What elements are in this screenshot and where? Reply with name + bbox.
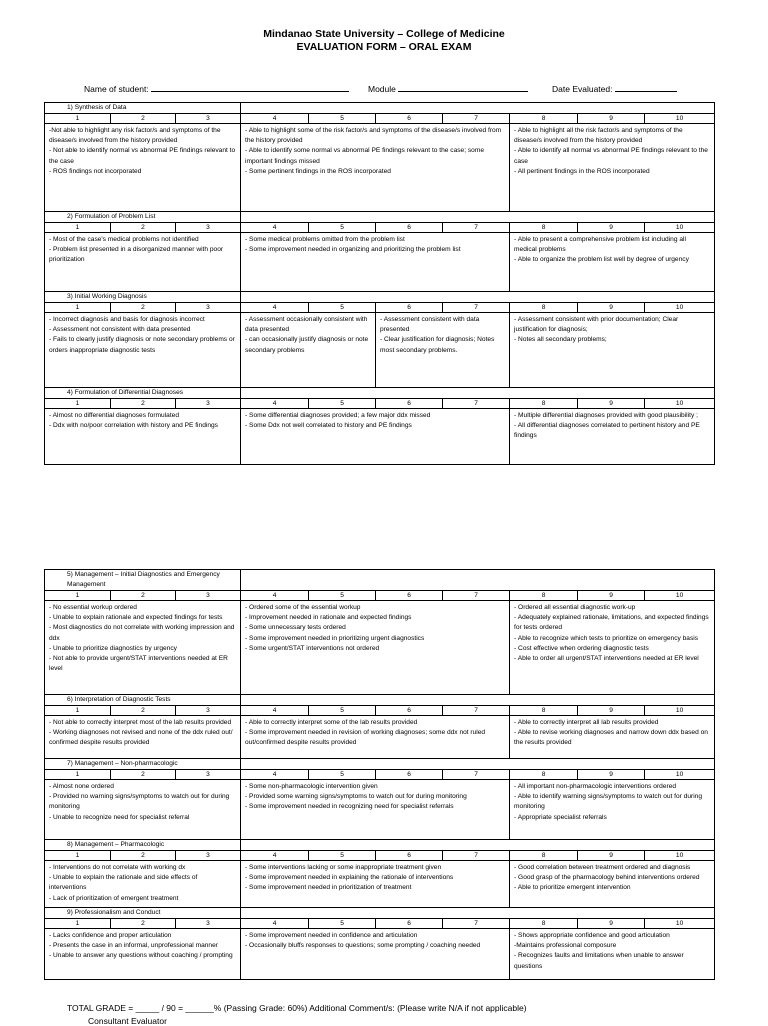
section-1-title: 1) Synthesis of Data bbox=[45, 103, 241, 114]
section-2-scale-row bbox=[45, 223, 715, 233]
criterion-text: - Able to present a comprehensive problem list including all medical problems bbox=[514, 236, 686, 254]
section-5-title-spacer bbox=[241, 570, 715, 591]
criterion-text: - Occasionally bluffs responses to questions; some prompting / coaching needed bbox=[245, 942, 481, 950]
score-option[interactable]: 1 bbox=[45, 770, 111, 780]
score-option[interactable]: 3 bbox=[176, 770, 241, 780]
section-2-title: 2) Formulation of Problem List bbox=[45, 212, 241, 223]
section-7-scale-row bbox=[45, 770, 715, 780]
score-option[interactable]: 9 bbox=[578, 591, 645, 601]
score-option[interactable]: 10 bbox=[645, 851, 715, 861]
score-option[interactable]: 2 bbox=[111, 223, 176, 233]
criterion-text: - Able to order all urgent/STAT interventions needed at ER level bbox=[514, 655, 699, 663]
score-option[interactable]: 6 bbox=[376, 223, 443, 233]
score-option[interactable]: 1 bbox=[45, 114, 111, 124]
criterion-text: - Some interventions lacking or some inappropriate treatment given bbox=[245, 864, 442, 871]
score-option[interactable]: 10 bbox=[645, 303, 715, 313]
score-option[interactable]: 2 bbox=[111, 770, 176, 780]
score-option[interactable]: 5 bbox=[309, 591, 376, 601]
section-2-title-spacer bbox=[241, 212, 715, 223]
section-6-mid-criteria bbox=[241, 716, 510, 759]
criterion-text: - Interventions do not correlate with working dx bbox=[49, 864, 186, 871]
criterion-text: - Most diagnostics do not correlate with working impression and ddx bbox=[49, 624, 235, 642]
section-2-low-criteria bbox=[45, 233, 241, 292]
criterion-text: - Some improvement needed in recognizing need for specialist referrals bbox=[245, 803, 454, 811]
form-header bbox=[0, 28, 768, 54]
section-9-mid-criteria bbox=[241, 929, 510, 980]
section-1-title-row bbox=[45, 103, 715, 114]
score-option[interactable]: 9 bbox=[578, 851, 645, 861]
criterion-text: - Shows appropriate confidence and good articulation bbox=[514, 932, 670, 939]
criterion-text: - Cost effective when ordering diagnostic tests bbox=[514, 644, 649, 652]
criterion-text: - Some improvement needed in prioritizing urgent diagnostics bbox=[245, 634, 425, 642]
criterion-text: - Ordered some of the essential workup bbox=[245, 604, 361, 611]
criterion-text: - Some unnecessary tests ordered bbox=[245, 624, 346, 632]
score-option[interactable]: 10 bbox=[645, 770, 715, 780]
score-option[interactable]: 3 bbox=[176, 303, 241, 313]
section-8-mid-criteria bbox=[241, 861, 510, 908]
score-option[interactable]: 10 bbox=[645, 399, 715, 409]
section-3-high-criteria bbox=[510, 313, 715, 388]
section-4-low-criteria bbox=[45, 409, 241, 465]
score-option[interactable]: 5 bbox=[309, 919, 376, 929]
section-7-low-criteria bbox=[45, 780, 241, 840]
section-8-criteria-row bbox=[45, 861, 715, 908]
section-1-mid-criteria bbox=[241, 124, 510, 212]
score-option[interactable]: 3 bbox=[176, 919, 241, 929]
criterion-text: - Almost no differential diagnoses formulated bbox=[49, 412, 179, 419]
score-option[interactable]: 9 bbox=[578, 399, 645, 409]
section-7-high-criteria bbox=[510, 780, 715, 840]
score-option[interactable]: 8 bbox=[510, 851, 578, 861]
section-6-title-row bbox=[45, 695, 715, 706]
section-2-criteria-row bbox=[45, 233, 715, 292]
score-option[interactable]: 5 bbox=[309, 770, 376, 780]
form-title: EVALUATION FORM – ORAL EXAM bbox=[296, 41, 472, 53]
score-option[interactable]: 6 bbox=[376, 114, 443, 124]
criterion-text: - Able to organize the problem list well by degree of urgency bbox=[514, 256, 689, 264]
criterion-text: - Assessment consistent with prior documentation; Clear justification for diagnosis; bbox=[514, 316, 679, 334]
criterion-text: - Provided no warning signs/symptoms to watch out for during monitoring bbox=[49, 793, 230, 811]
score-option[interactable]: 4 bbox=[241, 770, 309, 780]
section-1-scale-row bbox=[45, 114, 715, 124]
criterion-text: - Fails to clearly justify diagnosis or note secondary problems or orders inappropriate diagnostic tests bbox=[49, 336, 235, 354]
score-option[interactable]: 7 bbox=[443, 706, 510, 716]
score-option[interactable]: 4 bbox=[241, 706, 309, 716]
score-option[interactable]: 7 bbox=[443, 223, 510, 233]
section-7-criteria-row bbox=[45, 780, 715, 840]
section-1-criteria-row bbox=[45, 124, 715, 212]
score-option[interactable]: 9 bbox=[578, 303, 645, 313]
criterion-text: - Able to identify warning signs/symptoms to watch out for during monitoring bbox=[514, 793, 703, 811]
section-9-title-row bbox=[45, 908, 715, 919]
criterion-text: - Assessment not consistent with data presented bbox=[49, 326, 191, 334]
score-option[interactable]: 3 bbox=[176, 706, 241, 716]
date-field[interactable]: Date Evaluated: bbox=[552, 82, 677, 94]
score-option[interactable]: 10 bbox=[645, 919, 715, 929]
section-5-high-criteria bbox=[510, 601, 715, 695]
criterion-text: - ROS findings not incorporated bbox=[49, 167, 142, 175]
section-9-title: 9) Professionalism and Conduct bbox=[45, 908, 241, 919]
score-option[interactable]: 4 bbox=[241, 591, 309, 601]
score-option[interactable]: 9 bbox=[578, 919, 645, 929]
score-option[interactable]: 7 bbox=[443, 399, 510, 409]
criterion-text: - Not able to provide urgent/STAT interventions needed at ER level bbox=[49, 655, 228, 673]
criterion-text: - Unable to explain rationale and expected findings for tests bbox=[49, 614, 223, 622]
section-9-title-spacer bbox=[241, 908, 715, 919]
score-option[interactable]: 1 bbox=[45, 919, 111, 929]
section-4-mid-criteria bbox=[241, 409, 510, 465]
criterion-text: - Improvement needed in rationale and expected findings bbox=[245, 614, 412, 622]
criterion-text: - Assessment consistent with data presented bbox=[380, 316, 480, 334]
criterion-text: - Able to correctly interpret some of the lab results provided bbox=[245, 719, 418, 726]
criterion-text: - Incorrect diagnosis and basis for diagnosis incorrect bbox=[49, 316, 205, 323]
criterion-text: - Presents the case in an informal, unprofessional manner bbox=[49, 942, 218, 950]
criterion-text: - Some urgent/STAT interventions not ordered bbox=[245, 644, 380, 652]
score-option[interactable]: 5 bbox=[309, 706, 376, 716]
section-4-title: 4) Formulation of Differential Diagnoses bbox=[45, 388, 241, 399]
score-option[interactable]: 8 bbox=[510, 223, 578, 233]
criterion-text: - Some improvement needed in confidence and articulation bbox=[245, 932, 418, 939]
score-option[interactable]: 9 bbox=[578, 706, 645, 716]
score-option[interactable]: 8 bbox=[510, 114, 578, 124]
criterion-text: - Some Ddx not well correlated to history and PE findings bbox=[245, 422, 412, 430]
criterion-text: - Multiple differential diagnoses provided with good plausibility ; bbox=[514, 412, 698, 419]
section-6-low-criteria bbox=[45, 716, 241, 759]
section-1-title-spacer bbox=[241, 103, 715, 114]
section-3-mid-criteria-b bbox=[376, 313, 510, 388]
score-option[interactable]: 6 bbox=[376, 303, 443, 313]
section-5-scale-row bbox=[45, 591, 715, 601]
criterion-text: - Lacks confidence and proper articulation bbox=[49, 932, 172, 939]
score-option[interactable]: 9 bbox=[578, 114, 645, 124]
criterion-text: - Able to highlight some of the risk factor/s and symptoms of the disease/s involved from the history provided bbox=[245, 127, 502, 145]
total-grade-line: TOTAL GRADE = _____ / 90 = ______% (Passing Grade: 60%) Additional Comment/s: (Please write N/A if not applicable) bbox=[67, 1003, 527, 1013]
criterion-text: - Not able to identify normal vs abnormal PE findings relevant to the case bbox=[49, 147, 236, 165]
score-option[interactable]: 6 bbox=[376, 919, 443, 929]
section-2-high-criteria bbox=[510, 233, 715, 292]
score-option[interactable]: 3 bbox=[176, 399, 241, 409]
score-option[interactable]: 4 bbox=[241, 303, 309, 313]
student-name-field[interactable]: Name of student: bbox=[84, 82, 349, 94]
score-option[interactable]: 5 bbox=[309, 303, 376, 313]
criterion-text: - Unable to explain the rationale and side effects of interventions bbox=[49, 874, 198, 892]
score-option[interactable]: 8 bbox=[510, 591, 578, 601]
score-option[interactable]: 5 bbox=[309, 223, 376, 233]
score-option[interactable]: 4 bbox=[241, 114, 309, 124]
score-option[interactable]: 10 bbox=[645, 114, 715, 124]
score-option[interactable]: 3 bbox=[176, 591, 241, 601]
score-option[interactable]: 6 bbox=[376, 851, 443, 861]
section-3-scale-row bbox=[45, 303, 715, 313]
rubric-table-part2 bbox=[44, 569, 715, 980]
score-option[interactable]: 7 bbox=[443, 114, 510, 124]
module-line[interactable] bbox=[398, 82, 528, 92]
section-8-low-criteria bbox=[45, 861, 241, 908]
criterion-text: - Good correlation between treatment ordered and diagnosis bbox=[514, 864, 691, 871]
section-3-low-criteria bbox=[45, 313, 241, 388]
criterion-text: - Good grasp of the pharmacology behind interventions ordered bbox=[514, 874, 700, 882]
score-option[interactable]: 2 bbox=[111, 919, 176, 929]
criterion-text: - Some pertinent findings in the ROS incorporated bbox=[245, 167, 391, 175]
criterion-text: - Unable to recognize need for specialist referral bbox=[49, 813, 190, 821]
score-option[interactable]: 1 bbox=[45, 591, 111, 601]
score-option[interactable]: 4 bbox=[241, 851, 309, 861]
score-option[interactable]: 2 bbox=[111, 591, 176, 601]
criterion-text: - All important non-pharmacologic interventions ordered bbox=[514, 783, 677, 790]
section-7-title-spacer bbox=[241, 759, 715, 770]
section-5-title: 5) Management – Initial Diagnostics and Emergency Management bbox=[45, 570, 241, 591]
criterion-text: - Able to highlight all the risk factor/s and symptoms of the disease/s involved from the history provided bbox=[514, 127, 683, 145]
section-4-criteria-row bbox=[45, 409, 715, 465]
criterion-text: - Ordered all essential diagnostic work-up bbox=[514, 604, 636, 611]
score-option[interactable]: 3 bbox=[176, 851, 241, 861]
student-name-line[interactable] bbox=[151, 82, 349, 92]
score-option[interactable]: 7 bbox=[443, 770, 510, 780]
score-option[interactable]: 4 bbox=[241, 399, 309, 409]
criterion-text: - Assessment occasionally consistent with data presented bbox=[245, 316, 368, 334]
university-title: Mindanao State University – College of Medicine bbox=[263, 28, 505, 40]
section-6-scale-row bbox=[45, 706, 715, 716]
section-6-title-spacer bbox=[241, 695, 715, 706]
section-4-title-spacer bbox=[241, 388, 715, 399]
criterion-text: - Some medical problems omitted from the problem list bbox=[245, 236, 405, 243]
criterion-text: - Lack of prioritization of emergent treatment bbox=[49, 894, 179, 902]
score-option[interactable]: 5 bbox=[309, 399, 376, 409]
rubric-table-part1 bbox=[44, 102, 715, 465]
score-option[interactable]: 7 bbox=[443, 591, 510, 601]
score-option[interactable]: 3 bbox=[176, 223, 241, 233]
section-1-high-criteria bbox=[510, 124, 715, 212]
criterion-text: - Some improvement needed in explaining the rationale of interventions bbox=[245, 874, 454, 882]
criterion-text: - No essential workup ordered bbox=[49, 604, 137, 611]
section-8-high-criteria bbox=[510, 861, 715, 908]
score-option[interactable]: 3 bbox=[176, 114, 241, 124]
score-option[interactable]: 2 bbox=[111, 114, 176, 124]
score-option[interactable]: 1 bbox=[45, 851, 111, 861]
criterion-text: - Able to recognize which tests to prioritize on emergency basis bbox=[514, 634, 699, 642]
score-option[interactable]: 10 bbox=[645, 591, 715, 601]
section-3-mid-criteria-a bbox=[241, 313, 376, 388]
score-option[interactable]: 6 bbox=[376, 591, 443, 601]
section-6-criteria-row bbox=[45, 716, 715, 759]
criterion-text: - Provided some warning signs/symptoms to watch out for during monitoring bbox=[245, 793, 467, 801]
section-5-low-criteria bbox=[45, 601, 241, 695]
section-6-title: 6) Interpretation of Diagnostic Tests bbox=[45, 695, 241, 706]
score-option[interactable]: 4 bbox=[241, 919, 309, 929]
section-8-title-row bbox=[45, 840, 715, 851]
score-option[interactable]: 6 bbox=[376, 706, 443, 716]
score-option[interactable]: 7 bbox=[443, 851, 510, 861]
score-option[interactable]: 5 bbox=[309, 114, 376, 124]
score-option[interactable]: 4 bbox=[241, 223, 309, 233]
section-3-title: 3) Initial Working Diagnosis bbox=[45, 292, 241, 303]
score-option[interactable]: 7 bbox=[443, 303, 510, 313]
section-8-scale-row bbox=[45, 851, 715, 861]
section-5-criteria-row bbox=[45, 601, 715, 695]
score-option[interactable]: 6 bbox=[376, 399, 443, 409]
section-3-title-row bbox=[45, 292, 715, 303]
score-option[interactable]: 2 bbox=[111, 706, 176, 716]
criterion-text: - Problem list presented in a disorganized manner with poor prioritization bbox=[49, 246, 224, 264]
criterion-text: - Not able to correctly interpret most of the lab results provided bbox=[49, 719, 232, 726]
score-option[interactable]: 1 bbox=[45, 303, 111, 313]
consultant-evaluator-label: Consultant Evaluator bbox=[88, 1016, 167, 1026]
criterion-text: - Notes all secondary problems; bbox=[514, 336, 607, 344]
criterion-text: - All differential diagnoses correlated to pertinent history and PE findings bbox=[514, 422, 700, 440]
section-9-criteria-row bbox=[45, 929, 715, 980]
score-option[interactable]: 9 bbox=[578, 770, 645, 780]
module-field[interactable]: Module bbox=[368, 82, 528, 94]
section-4-high-criteria bbox=[510, 409, 715, 465]
criterion-text: - Some differential diagnoses provided; a few major ddx missed bbox=[245, 412, 431, 419]
criterion-text: - Able to correctly interpret all lab results provided bbox=[514, 719, 659, 726]
score-option[interactable]: 9 bbox=[578, 223, 645, 233]
score-option[interactable]: 1 bbox=[45, 399, 111, 409]
score-option[interactable]: 1 bbox=[45, 706, 111, 716]
score-option[interactable]: 8 bbox=[510, 919, 578, 929]
section-8-title: 8) Management – Pharmacologic bbox=[45, 840, 241, 851]
score-option[interactable]: 2 bbox=[111, 303, 176, 313]
section-1-low-criteria bbox=[45, 124, 241, 212]
criterion-text: - Some non-pharmacologic intervention given bbox=[245, 783, 378, 790]
criterion-text: - Recognizes faults and limitations when unable to answer questions bbox=[514, 952, 684, 970]
section-3-title-spacer bbox=[241, 292, 715, 303]
section-7-title-row bbox=[45, 759, 715, 770]
criterion-text: -Maintains professional composure bbox=[514, 942, 617, 950]
criterion-text: - Adequately explained rationale, limitations, and expected findings for tests ordered bbox=[514, 614, 709, 632]
criterion-text: - All pertinent findings in the ROS incorporated bbox=[514, 167, 650, 175]
section-9-high-criteria bbox=[510, 929, 715, 980]
section-5-mid-criteria bbox=[241, 601, 510, 695]
criterion-text: - Clear justification for diagnosis; Notes most secondary problems. bbox=[380, 336, 495, 354]
criterion-text: -Not able to highlight any risk factor/s and symptoms of the disease/s involved from the history provided bbox=[49, 127, 221, 145]
score-option[interactable]: 1 bbox=[45, 223, 111, 233]
section-9-low-criteria bbox=[45, 929, 241, 980]
section-5-title-row bbox=[45, 570, 715, 591]
criterion-text: - Working diagnoses not revised and none of the ddx ruled out/ confirmed despite results provided bbox=[49, 729, 233, 747]
score-option[interactable]: 2 bbox=[111, 851, 176, 861]
section-8-title-spacer bbox=[241, 840, 715, 851]
score-option[interactable]: 10 bbox=[645, 223, 715, 233]
section-3-criteria-row bbox=[45, 313, 715, 388]
score-option[interactable]: 8 bbox=[510, 706, 578, 716]
criterion-text: - Some improvement needed in prioritization of treatment bbox=[245, 884, 412, 892]
section-7-title: 7) Management – Non-pharmacologic bbox=[45, 759, 241, 770]
score-option[interactable]: 8 bbox=[510, 770, 578, 780]
score-option[interactable]: 8 bbox=[510, 399, 578, 409]
score-option[interactable]: 6 bbox=[376, 770, 443, 780]
criterion-text: - Appropriate specialist referrals bbox=[514, 813, 607, 821]
criterion-text: - Most of the case's medical problems not identified bbox=[49, 236, 199, 243]
section-4-title-row bbox=[45, 388, 715, 399]
criterion-text: - Some improvement needed in revision of working diagnoses; some ddx not ruled out/confirmed despite results provided bbox=[245, 729, 486, 747]
criterion-text: - Some improvement needed in organizing and prioritizing the problem list bbox=[245, 246, 461, 254]
score-option[interactable]: 5 bbox=[309, 851, 376, 861]
criterion-text: - can occasionally justify diagnosis or note secondary problems bbox=[245, 336, 369, 354]
section-6-high-criteria bbox=[510, 716, 715, 759]
section-7-mid-criteria bbox=[241, 780, 510, 840]
section-9-scale-row bbox=[45, 919, 715, 929]
section-2-mid-criteria bbox=[241, 233, 510, 292]
score-option[interactable]: 10 bbox=[645, 706, 715, 716]
score-option[interactable]: 7 bbox=[443, 919, 510, 929]
criterion-text: - Unable to answer any questions without coaching / prompting bbox=[49, 952, 233, 960]
score-option[interactable]: 2 bbox=[111, 399, 176, 409]
criterion-text: - Unable to prioritize diagnostics by urgency bbox=[49, 644, 177, 652]
date-line[interactable] bbox=[615, 82, 677, 92]
criterion-text: - Able to revise working diagnoses and narrow down ddx based on the results provided bbox=[514, 729, 708, 747]
section-4-scale-row bbox=[45, 399, 715, 409]
section-2-title-row bbox=[45, 212, 715, 223]
criterion-text: - Almost none ordered bbox=[49, 783, 114, 790]
criterion-text: - Ddx with no/poor correlation with history and PE findings bbox=[49, 422, 218, 430]
criterion-text: - Able to identify all normal vs abnormal PE findings relevant to the case bbox=[514, 147, 708, 165]
criterion-text: - Able to identify some normal vs abnormal PE findings relevant to the case; some important findings missed bbox=[245, 147, 484, 165]
criterion-text: - Able to prioritize emergent intervention bbox=[514, 884, 631, 892]
score-option[interactable]: 8 bbox=[510, 303, 578, 313]
